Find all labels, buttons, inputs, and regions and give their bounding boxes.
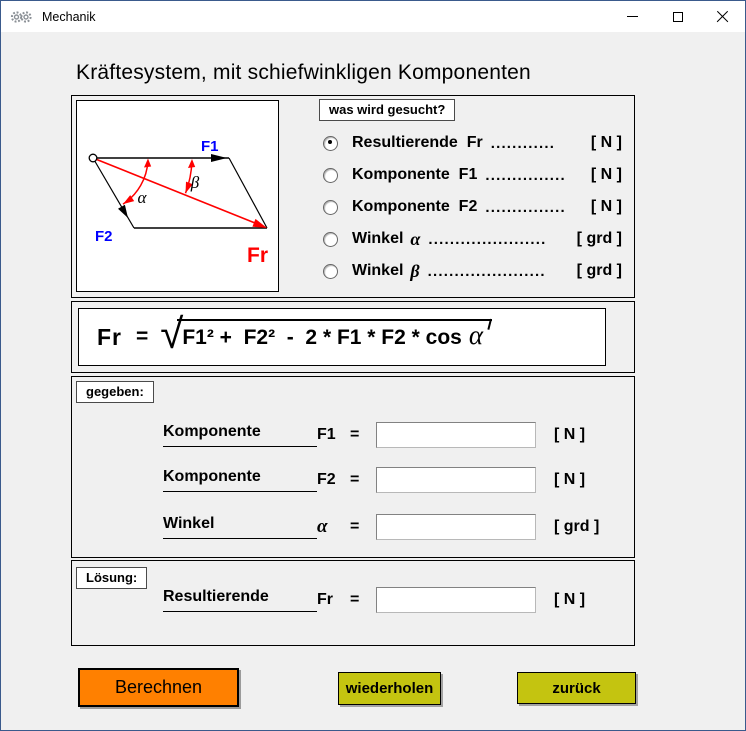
fr-input[interactable] [376,587,536,613]
radio-icon[interactable] [323,232,338,247]
minimize-button[interactable] [610,1,655,32]
window-controls [610,1,745,32]
solution-row-fr [72,586,634,614]
option-symbol: β [410,260,420,281]
repeat-button[interactable]: wiederholen [338,672,441,705]
option-dots: ............ [490,134,556,152]
section-given [71,376,635,558]
equals-sign: = [350,471,360,488]
radio-option-f2[interactable] [323,191,622,223]
maximize-icon [673,12,683,22]
given-row-f2 [72,466,634,494]
radio-option-alpha[interactable] [323,223,622,255]
f2-input[interactable] [376,467,536,493]
symbol-label: Fr [317,591,333,608]
alpha-angle-label: α [137,188,147,207]
equals-sign: = [136,325,149,348]
name-label: Resultierende [163,588,317,612]
window-title: Mechanik [42,9,96,24]
titlebar [1,1,745,32]
symbol-label: F2 [317,471,336,488]
name-label: Winkel [163,515,317,539]
solution-label: Lösung: [76,567,147,589]
option-dots: ...................... [427,262,546,280]
radio-option-beta[interactable] [323,255,622,287]
radio-icon[interactable] [323,168,338,183]
f2-vector-label: F2 [95,228,113,245]
section-solution [71,560,635,646]
force-diagram [76,100,279,292]
unit-label: [ N ] [554,426,586,443]
symbol-label: α [317,516,328,537]
close-icon [716,10,729,23]
option-unit: [ N ] [590,134,622,151]
equals-sign: = [350,426,360,443]
radio-icon[interactable] [323,136,338,151]
fr-vector-label: Fr [247,244,268,267]
minimize-icon [627,16,638,17]
equals-sign: = [350,518,360,535]
given-row-alpha [72,513,634,541]
question-label: was wird gesucht? [319,99,455,121]
radio-icon[interactable] [323,200,338,215]
beta-angle-label: β [190,173,200,192]
option-dots: ...................... [428,230,547,248]
close-button[interactable] [700,1,745,32]
formula-alpha: α [462,319,492,349]
radio-option-f1[interactable] [323,159,622,191]
equals-sign: = [350,591,360,608]
unit-label: [ N ] [554,591,586,608]
option-label: Winkel [352,230,404,247]
option-unit: [ N ] [590,198,622,215]
section-formula [71,301,635,373]
option-label: Komponente F2 [352,198,478,215]
formula-lhs: Fr [97,323,122,350]
calculate-button[interactable]: Berechnen [78,668,239,707]
option-dots: ............... [485,166,566,184]
maximize-button[interactable] [655,1,700,32]
name-label: Komponente [163,423,317,447]
given-label: gegeben: [76,381,154,403]
option-unit: [ N ] [590,166,622,183]
option-unit: [ grd ] [576,262,622,279]
option-label: Komponente F1 [352,166,478,183]
section-selection [71,95,635,298]
page-title: Kräftesystem, mit schiefwinkligen Komponenten [76,61,531,84]
option-label: Resultierende Fr [352,134,483,151]
given-row-f1 [72,421,634,449]
option-symbol: α [410,228,421,249]
unit-label: [ N ] [554,471,586,488]
formula [78,308,606,366]
formula-radicand: F1² + F2² - 2 * F1 * F2 * cos [177,319,462,350]
name-label: Komponente [163,468,317,492]
radical-expression [160,310,492,357]
sqrt-icon: √ [160,310,184,357]
gears-icon [10,10,33,24]
symbol-label: F1 [317,426,336,443]
option-unit: [ grd ] [576,230,622,247]
f1-vector-label: F1 [201,138,219,155]
option-dots: ............... [485,198,566,216]
unit-label: [ grd ] [554,518,600,535]
option-label: Winkel [352,262,404,279]
back-button[interactable]: zurück [517,672,636,704]
f1-input[interactable] [376,422,536,448]
radio-option-fr[interactable] [323,127,622,159]
alpha-input[interactable] [376,514,536,540]
radio-icon[interactable] [323,264,338,279]
